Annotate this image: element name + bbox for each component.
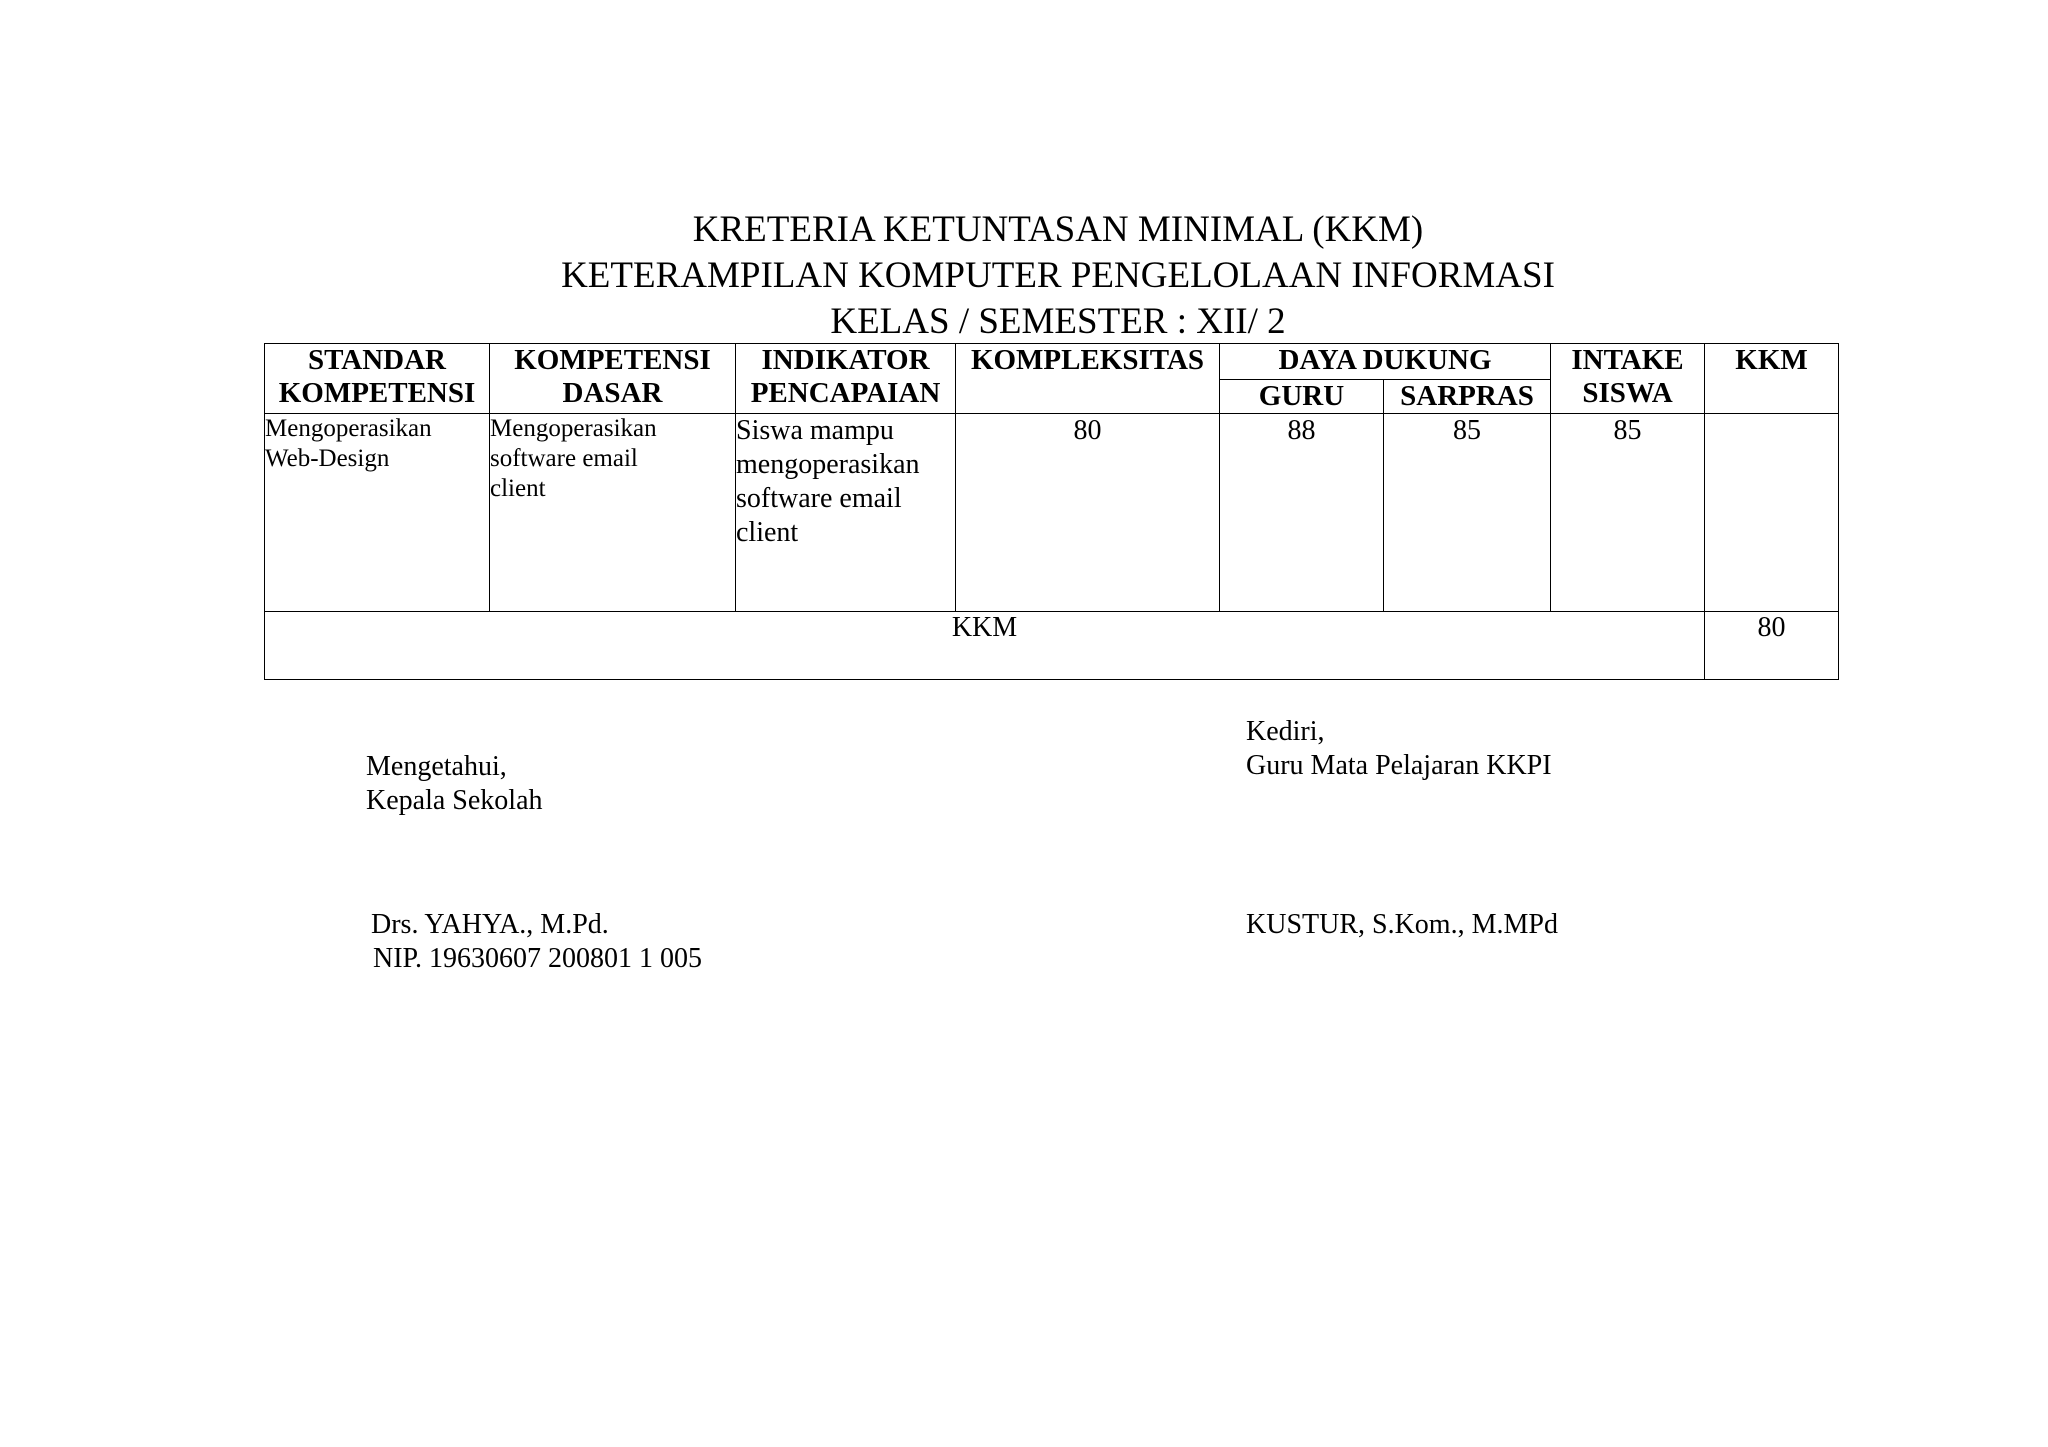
signature-left-name: Drs. YAHYA., M.Pd. xyxy=(371,909,609,940)
header-text: INDIKATOR xyxy=(761,344,930,376)
signature-left-title: Kepala Sekolah xyxy=(366,785,543,816)
header-sarpras: SARPRAS xyxy=(1384,380,1551,414)
cell-text: Siswa mampu xyxy=(736,415,894,446)
header-text: KOMPETENSI xyxy=(278,377,476,409)
signature-left-nip: NIP. 19630607 200801 1 005 xyxy=(373,943,703,974)
header-text: KOMPETENSI xyxy=(514,344,711,376)
signature-left-acknowledge: Mengetahui, xyxy=(366,751,507,782)
header-text: PENCAPAIAN xyxy=(750,377,941,409)
kkm-table xyxy=(264,343,1839,680)
cell-intake-siswa: 85 xyxy=(1551,414,1705,612)
header-daya-dukung: DAYA DUKUNG xyxy=(1220,344,1551,380)
cell-guru: 88 xyxy=(1220,414,1384,612)
header-intake-siswa xyxy=(1551,344,1705,414)
header-kkm: KKM xyxy=(1705,344,1839,414)
title-line-3: KELAS / SEMESTER : XII/ 2 xyxy=(830,301,1286,342)
total-label: KKM xyxy=(265,612,1705,680)
total-row xyxy=(265,612,1839,680)
header-text: DASAR xyxy=(562,377,663,409)
cell-text: client xyxy=(736,517,799,548)
cell-standar-kompetensi xyxy=(265,414,490,612)
cell-text: Mengoperasikan xyxy=(265,415,432,442)
table-row xyxy=(265,414,1839,612)
header-indikator-pencapaian xyxy=(736,344,956,414)
cell-text: mengoperasikan xyxy=(736,449,920,480)
total-value: 80 xyxy=(1705,612,1839,680)
cell-text: client xyxy=(490,475,546,502)
header-text: SISWA xyxy=(1582,377,1673,409)
header-text: INTAKE xyxy=(1571,344,1684,376)
title-line-1: KRETERIA KETUNTASAN MINIMAL (KKM) xyxy=(692,209,1424,250)
cell-indikator-pencapaian xyxy=(736,414,956,612)
cell-text: software email xyxy=(736,483,902,514)
header-kompetensi-dasar xyxy=(490,344,736,414)
signature-right-place: Kediri, xyxy=(1246,716,1325,747)
header-guru: GURU xyxy=(1220,380,1384,414)
cell-kompleksitas: 80 xyxy=(956,414,1220,612)
header-kompleksitas: KOMPLEKSITAS xyxy=(956,344,1220,414)
cell-sarpras: 85 xyxy=(1384,414,1551,612)
signature-right-title: Guru Mata Pelajaran KKPI xyxy=(1246,750,1552,781)
cell-kompetensi-dasar xyxy=(490,414,736,612)
cell-kkm xyxy=(1705,414,1839,612)
header-row xyxy=(265,344,1839,380)
cell-text: Mengoperasikan xyxy=(490,415,657,442)
document-title xyxy=(0,207,2048,345)
header-text: STANDAR xyxy=(307,344,447,376)
cell-text: software email xyxy=(490,445,638,472)
cell-text: Web-Design xyxy=(265,445,390,472)
title-line-2: KETERAMPILAN KOMPUTER PENGELOLAAN INFORMASI xyxy=(561,255,1555,296)
header-standar-kompetensi xyxy=(265,344,490,414)
signature-right-name: KUSTUR, S.Kom., M.MPd xyxy=(1246,909,1558,940)
